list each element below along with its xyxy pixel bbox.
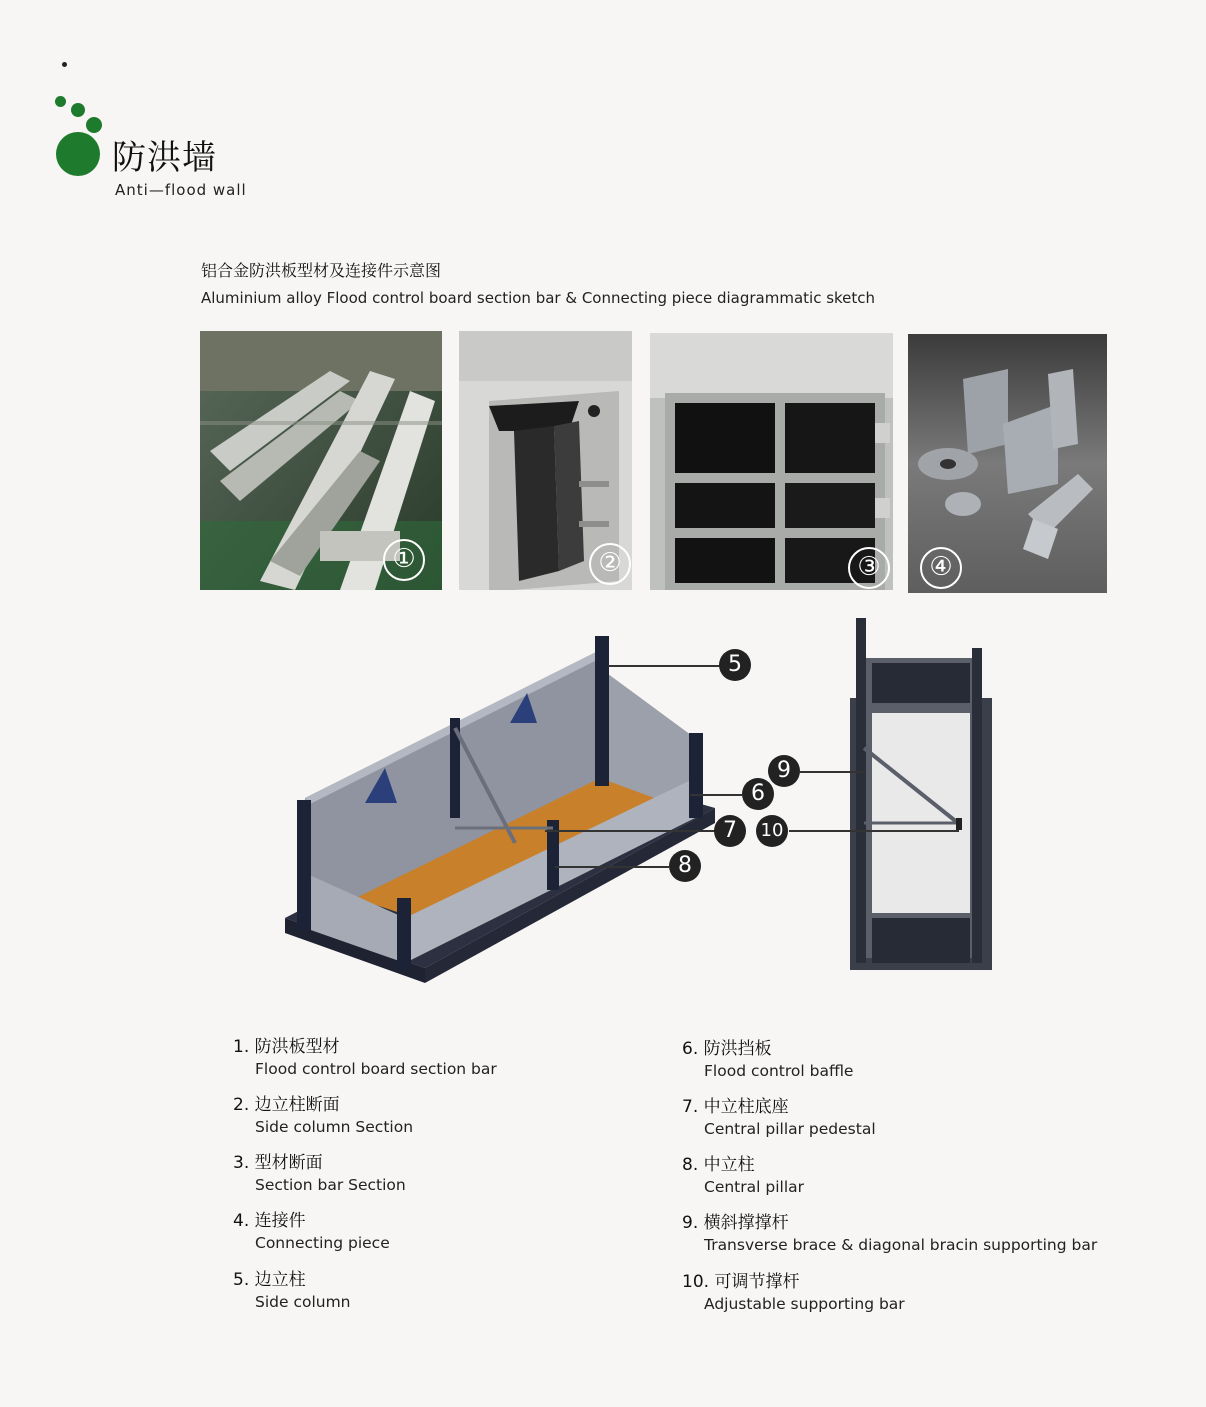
legend-label-en: Connecting piece — [255, 1234, 390, 1252]
legend-item — [682, 1267, 905, 1313]
legend-label-cn: 2. 边立柱断面 — [233, 1095, 340, 1115]
logo-dot-large — [56, 132, 100, 176]
section-subtitle: Aluminium alloy Flood control board section bar & Connecting piece diagrammatic sketch — [201, 289, 876, 307]
legend-label-cn: 7. 中立柱底座 — [682, 1097, 789, 1117]
legend-label-cn: 1. 防洪板型材 — [233, 1037, 340, 1057]
speck-dot — [62, 62, 67, 67]
leader-line — [608, 665, 720, 667]
legend-label-cn: 10. 可调节撑杆 — [682, 1272, 800, 1292]
legend-item — [682, 1208, 1097, 1254]
legend-label-en: Flood control baffle — [704, 1062, 854, 1080]
callout-5: 5 — [719, 649, 751, 681]
leader-line — [555, 866, 669, 868]
legend-label-cn: 5. 边立柱 — [233, 1270, 306, 1290]
legend-item — [233, 1032, 497, 1078]
photo-section-bar — [200, 331, 442, 590]
legend-label-cn: 3. 型材断面 — [233, 1153, 323, 1173]
legend-label-cn: 9. 横斜撑撑杆 — [682, 1213, 789, 1233]
callout-6: 6 — [742, 778, 774, 810]
legend-label-en: Section bar Section — [255, 1176, 406, 1194]
legend-label-en: Side column — [255, 1293, 351, 1311]
callout-8: 8 — [669, 850, 701, 882]
photo-number: ④ — [920, 547, 962, 589]
legend-label-en: Adjustable supporting bar — [704, 1295, 905, 1313]
legend-item — [233, 1206, 390, 1252]
callout-9: 9 — [768, 755, 800, 787]
callout-7: 7 — [714, 815, 746, 847]
legend-label-en: Flood control board section bar — [255, 1060, 497, 1078]
photo-number: ① — [383, 539, 425, 581]
section-title: 铝合金防洪板型材及连接件示意图 — [201, 261, 442, 280]
photo-side-column — [459, 331, 632, 590]
legend-item — [233, 1090, 413, 1136]
legend-item — [682, 1150, 804, 1196]
photo-number: ② — [589, 543, 631, 585]
legend-item — [233, 1265, 351, 1311]
legend-label-cn: 8. 中立柱 — [682, 1155, 755, 1175]
photo-section-detail — [650, 333, 893, 590]
legend-item — [682, 1092, 876, 1138]
photo-number: ③ — [848, 547, 890, 589]
legend-label-cn: 4. 连接件 — [233, 1211, 306, 1231]
legend-label-en: Side column Section — [255, 1118, 414, 1136]
photo-connecting-piece — [908, 334, 1107, 593]
logo-dot-small-1 — [55, 96, 66, 107]
legend-item — [233, 1148, 406, 1194]
leader-line — [789, 830, 959, 832]
page-title: 防洪墙 — [112, 138, 217, 178]
page-subtitle: Anti—flood wall — [115, 181, 247, 199]
legend-item — [682, 1034, 853, 1080]
logo-dot-small-3 — [86, 117, 102, 133]
legend-label-cn: 6. 防洪挡板 — [682, 1039, 772, 1059]
leader-line — [800, 771, 865, 773]
leader-line — [690, 794, 742, 796]
legend-label-en: Central pillar — [704, 1178, 804, 1196]
leader-line — [545, 830, 715, 832]
side-elevation-drawing — [850, 618, 992, 970]
callout-10: 10 — [756, 815, 788, 847]
assembly-isometric-drawing — [285, 628, 715, 983]
legend-label-en: Central pillar pedestal — [704, 1120, 876, 1138]
legend-label-en: Transverse brace & diagonal bracin supporting bar — [704, 1236, 1098, 1254]
logo-dot-small-2 — [71, 103, 85, 117]
